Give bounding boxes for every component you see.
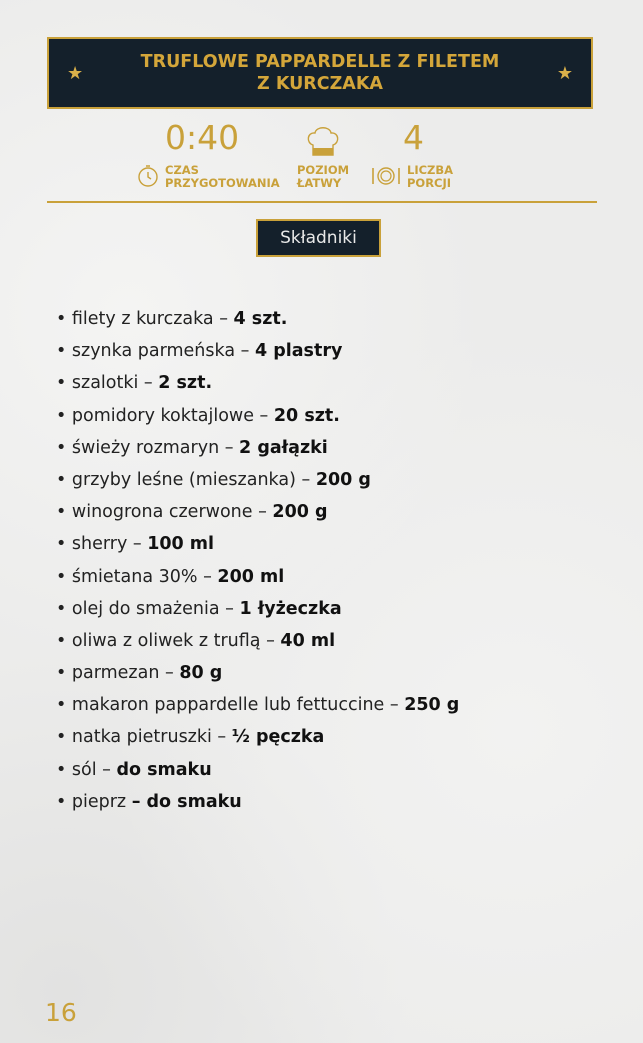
ingredient-quantity: 200 ml (217, 566, 285, 587)
ingredient-item: • grzyby leśne (mieszanka) – 200 g (56, 469, 371, 490)
label-line: POZIOM (297, 163, 350, 177)
ingredient-name: pomidory koktajlowe – (71, 405, 274, 426)
ingredient-name: makaron pappardelle lub fettuccine – (71, 695, 405, 716)
ingredient-item: • pomidory koktajlowe – 20 szt. (56, 405, 340, 426)
label-line: LICZBA (407, 163, 454, 177)
portions-value: 4 (403, 118, 424, 157)
label-line: PORCJI (407, 175, 452, 190)
ingredient-quantity: 2 gałązki (239, 437, 328, 458)
ingredient-quantity: do smaku (116, 759, 212, 780)
ingredient-name: grzyby leśne (mieszanka) – (71, 469, 316, 490)
recipe-title (141, 51, 500, 95)
ingredient-name: parmezan – (71, 663, 180, 684)
ingredient-item: • świeży rozmaryn – 2 gałązki (56, 437, 328, 458)
ingredient-item: • natka pietruszki – ½ pęczka (56, 727, 325, 748)
label-line: CZAS (165, 163, 199, 177)
ingredient-name: śmietana 30% – (71, 566, 218, 587)
ingredient-quantity: ½ pęczka (231, 727, 325, 748)
ingredient-quantity: 200 g (315, 469, 371, 490)
ingredient-quantity: 40 ml (280, 630, 336, 651)
ingredient-item: • sól – do smaku (56, 759, 212, 780)
ingredient-name: sól – (71, 759, 117, 780)
divider (47, 201, 597, 203)
ingredient-name: filety z kurczaka – (71, 309, 234, 329)
ingredient-quantity: 200 g (272, 502, 328, 523)
ingredient-item: • pieprz – do smaku (56, 791, 242, 812)
title-line-2: Z KURCZAKA (257, 74, 383, 94)
plate-cutlery-icon (370, 166, 402, 186)
ingredients-list (56, 305, 459, 820)
ingredient-name: natka pietruszki – (71, 727, 232, 748)
ingredients-heading: Składniki (256, 219, 381, 257)
ingredient-name: sherry – (71, 534, 148, 555)
ingredient-quantity: – do smaku (131, 791, 242, 812)
stopwatch-icon (137, 164, 159, 188)
ingredient-quantity: 1 łyżeczka (239, 598, 342, 619)
ingredient-quantity: 4 plastry (254, 341, 343, 362)
prep-time-label (165, 164, 280, 189)
difficulty-label (297, 164, 349, 189)
label-line: ŁATWY (297, 175, 342, 190)
ingredient-name: świeży rozmaryn – (71, 437, 240, 458)
ingredient-item: • winogrona czerwone – 200 g (56, 502, 328, 523)
ingredient-name: oliwa z oliwek z truflą – (71, 630, 281, 651)
ingredient-item: • śmietana 30% – 200 ml (56, 566, 285, 587)
ingredient-item: • parmezan – 80 g (56, 663, 223, 684)
ingredient-quantity: 2 szt. (158, 373, 213, 394)
page-number: 16 (45, 998, 77, 1027)
ingredient-quantity: 250 g (404, 695, 460, 716)
ingredient-item: • szynka parmeńska – 4 plastry (56, 341, 343, 362)
ingredient-name: pieprz (71, 791, 132, 812)
ingredient-item: • sherry – 100 ml (56, 534, 215, 555)
ingredient-name: szalotki – (71, 373, 159, 394)
portions-label (407, 164, 453, 189)
ingredient-name: olej do smażenia – (71, 598, 240, 619)
ingredient-item: • oliwa z oliwek z truflą – 40 ml (56, 630, 336, 651)
ingredient-quantity: 100 ml (147, 534, 215, 555)
ingredient-item: • szalotki – 2 szt. (56, 373, 213, 394)
prep-time-value: 0:40 (165, 118, 240, 157)
ingredient-name: szynka parmeńska – (71, 341, 255, 362)
ingredient-item: • olej do smażenia – 1 łyżeczka (56, 598, 342, 619)
ingredient-name: winogrona czerwone – (71, 502, 273, 523)
label-line: PRZYGOTOWANIA (165, 175, 280, 190)
chef-hat-icon (305, 123, 341, 157)
star-icon: ★ (67, 63, 84, 84)
star-icon: ★ (556, 63, 573, 84)
title-line-1: TRUFLOWE PAPPARDELLE Z FILETEM (140, 52, 500, 72)
ingredient-quantity: 20 szt. (273, 405, 340, 426)
ingredient-quantity: 80 g (179, 663, 223, 684)
ingredient-item: • filety z kurczaka – 4 szt. (56, 309, 288, 329)
ingredient-item: • makaron pappardelle lub fettuccine – 250 g (56, 695, 460, 716)
recipe-title-box (47, 37, 593, 109)
ingredient-quantity: 4 szt. (233, 309, 288, 329)
